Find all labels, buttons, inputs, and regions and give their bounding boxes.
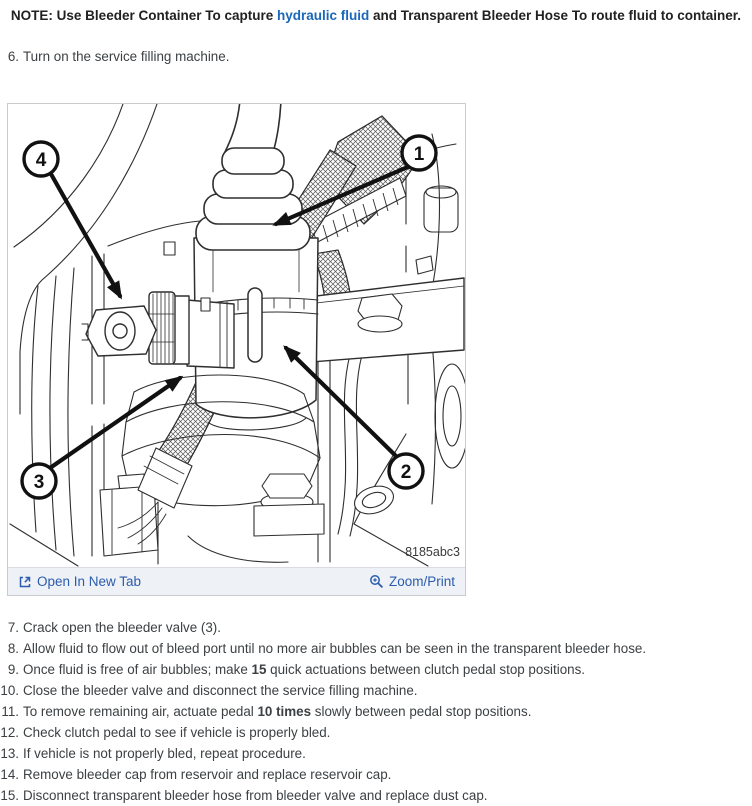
step-item-7: 7. Crack open the bleeder valve (3). (7, 620, 221, 635)
open-in-new-tab-icon (18, 575, 32, 589)
hydraulic-fluid-link[interactable]: hydraulic fluid (276, 8, 370, 23)
figure-part-code: 8185abc3 (405, 545, 460, 559)
actuator-boot (196, 104, 310, 250)
note-text-post: and Transparent Bleeder Hose To route fluid to container. (369, 8, 742, 23)
note-text-pre: NOTE: Use Bleeder Container To capture (10, 8, 277, 23)
step-item-12: 12. Check clutch pedal to see if vehicle is properly bled. (0, 725, 331, 740)
open-in-new-tab-link[interactable] (18, 574, 141, 589)
step-item-9: 9. Once fluid is free of air bubbles; make 15 quick actuations between clutch pedal stop positions. (7, 662, 586, 677)
callout-3 (22, 464, 56, 498)
callout-1 (402, 136, 436, 170)
svg-text:2: 2 (400, 462, 412, 483)
step-number: 6. (7, 49, 19, 64)
clutch-bleeder-diagram (8, 104, 465, 567)
procedure-steps (0, 617, 646, 806)
bleeder-valve (82, 292, 234, 368)
step-item-15: 15. Disconnect transparent bleeder hose from bleeder valve and replace dust cap. (0, 788, 488, 803)
step-item-11: 11. To remove remaining air, actuate pedal 10 times slowly between pedal stop positions. (1, 704, 532, 719)
figure-toolbar (8, 567, 465, 595)
step-item-14: 14. Remove bleeder cap from reservoir and replace reservoir cap. (0, 767, 392, 782)
step-item-13: 13. If vehicle is not properly bled, repeat procedure. (0, 746, 306, 761)
step-item-6 (0, 46, 229, 67)
step-item-10: 10. Close the bleeder valve and disconnect the service filling machine. (0, 683, 418, 698)
figure-viewer (7, 103, 466, 596)
callout-2 (389, 454, 423, 488)
svg-text:4: 4 (35, 150, 47, 171)
callout-4 (24, 142, 58, 176)
open-in-new-tab-label: Open In New Tab (37, 574, 142, 589)
zoom-print-label: Zoom/Print (388, 574, 455, 589)
zoom-print-link[interactable] (369, 574, 455, 589)
svg-text:1: 1 (413, 144, 425, 165)
zoom-print-icon (369, 574, 384, 589)
step-item-8: 8. Allow fluid to flow out of bleed port until no more air bubbles can be seen in the transparent bleeder hose. (7, 641, 647, 656)
step-text: Turn on the service filling machine. (23, 49, 230, 64)
note-banner (0, 7, 752, 24)
svg-text:3: 3 (33, 472, 45, 493)
